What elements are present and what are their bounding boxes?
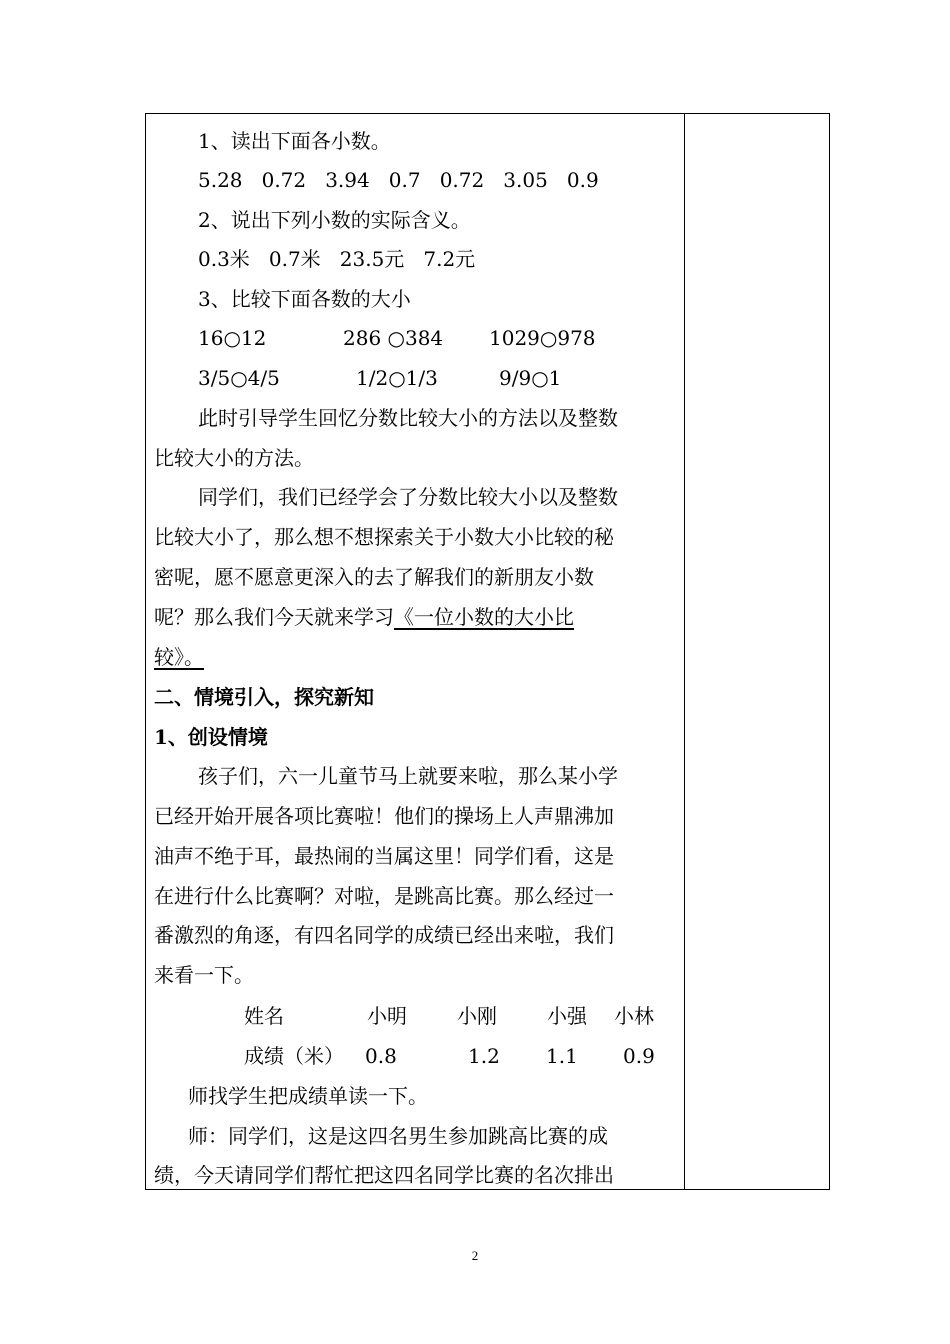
compare-item: 1/2○1/3: [356, 366, 438, 390]
question-2-items: 0.3米 0.7米 23.5元 7.2元: [198, 247, 476, 271]
lesson-title-link: 《一位小数的大小比: [394, 605, 574, 629]
table-column-divider: [684, 113, 685, 1190]
intro-paragraph-line: 比较大小了，那么想不想探索关于小数大小比较的秘: [154, 525, 614, 549]
story-paragraph-line: 孩子们，六一儿童节马上就要来啦，那么某小学: [198, 764, 618, 788]
score-table-name: 小刚: [457, 1004, 497, 1028]
story-paragraph-line: 番激烈的角逐，有四名同学的成绩已经出来啦，我们: [154, 923, 614, 947]
question-3-title: 3、比较下面各数的大小: [198, 287, 411, 311]
teacher-paragraph-line: 师找学生把成绩单读一下。: [188, 1084, 428, 1108]
score-table-name: 小强: [547, 1004, 587, 1028]
teacher-paragraph-line: 绩，今天请同学们帮忙把这四名同学比赛的名次排出: [154, 1163, 614, 1187]
question-2-title: 2、说出下列小数的实际含义。: [198, 208, 471, 232]
intro-paragraph-line: [154, 604, 574, 630]
guide-paragraph-line: 比较大小的方法。: [154, 446, 314, 470]
story-paragraph-line: 在进行什么比赛啊？对啦，是跳高比赛。那么经过一: [154, 884, 614, 908]
intro-text: 呢？那么我们今天就来学习: [154, 605, 394, 629]
intro-paragraph-line: 同学们，我们已经学会了分数比较大小以及整数: [198, 485, 618, 509]
score-table-score: 0.9: [623, 1044, 655, 1068]
lesson-title-link-end: 较》。: [154, 645, 204, 669]
score-table-name-label: 姓名: [244, 1004, 284, 1028]
score-table-score-label: 成绩（米）: [244, 1044, 344, 1068]
score-table-score: 1.1: [546, 1044, 578, 1068]
section-heading: 二、情境引入，探究新知: [154, 685, 374, 709]
question-1-numbers: 5.28 0.72 3.94 0.7 0.72 3.05 0.9: [198, 168, 599, 192]
teacher-paragraph-line: 师：同学们，这是这四名男生参加跳高比赛的成: [188, 1124, 608, 1148]
subsection-heading: 1、创设情境: [154, 725, 268, 749]
score-table-name: 小林: [614, 1004, 654, 1028]
compare-item: 3/5○4/5: [198, 366, 280, 390]
score-table-score: 1.2: [468, 1044, 500, 1068]
story-paragraph-line: 来看一下。: [154, 963, 254, 987]
page-number: 2: [471, 1248, 479, 1263]
story-paragraph-line: 油声不绝于耳，最热闹的当属这里！同学们看，这是: [154, 844, 614, 868]
intro-paragraph-line: 密呢，愿不愿意更深入的去了解我们的新朋友小数: [154, 565, 594, 589]
question-1-title: 1、读出下面各小数。: [198, 129, 391, 153]
score-table-name: 小明: [367, 1004, 407, 1028]
compare-item: 9/9○1: [499, 366, 562, 390]
guide-paragraph-line: 此时引导学生回忆分数比较大小的方法以及整数: [198, 406, 618, 430]
story-paragraph-line: 已经开始开展各项比赛啦！他们的操场上人声鼎沸加: [154, 804, 614, 828]
score-table-score: 0.8: [365, 1044, 397, 1068]
compare-item: 1029○978: [489, 326, 596, 350]
compare-item: 286 ○384: [343, 326, 444, 350]
compare-item: 16○12: [198, 326, 267, 350]
